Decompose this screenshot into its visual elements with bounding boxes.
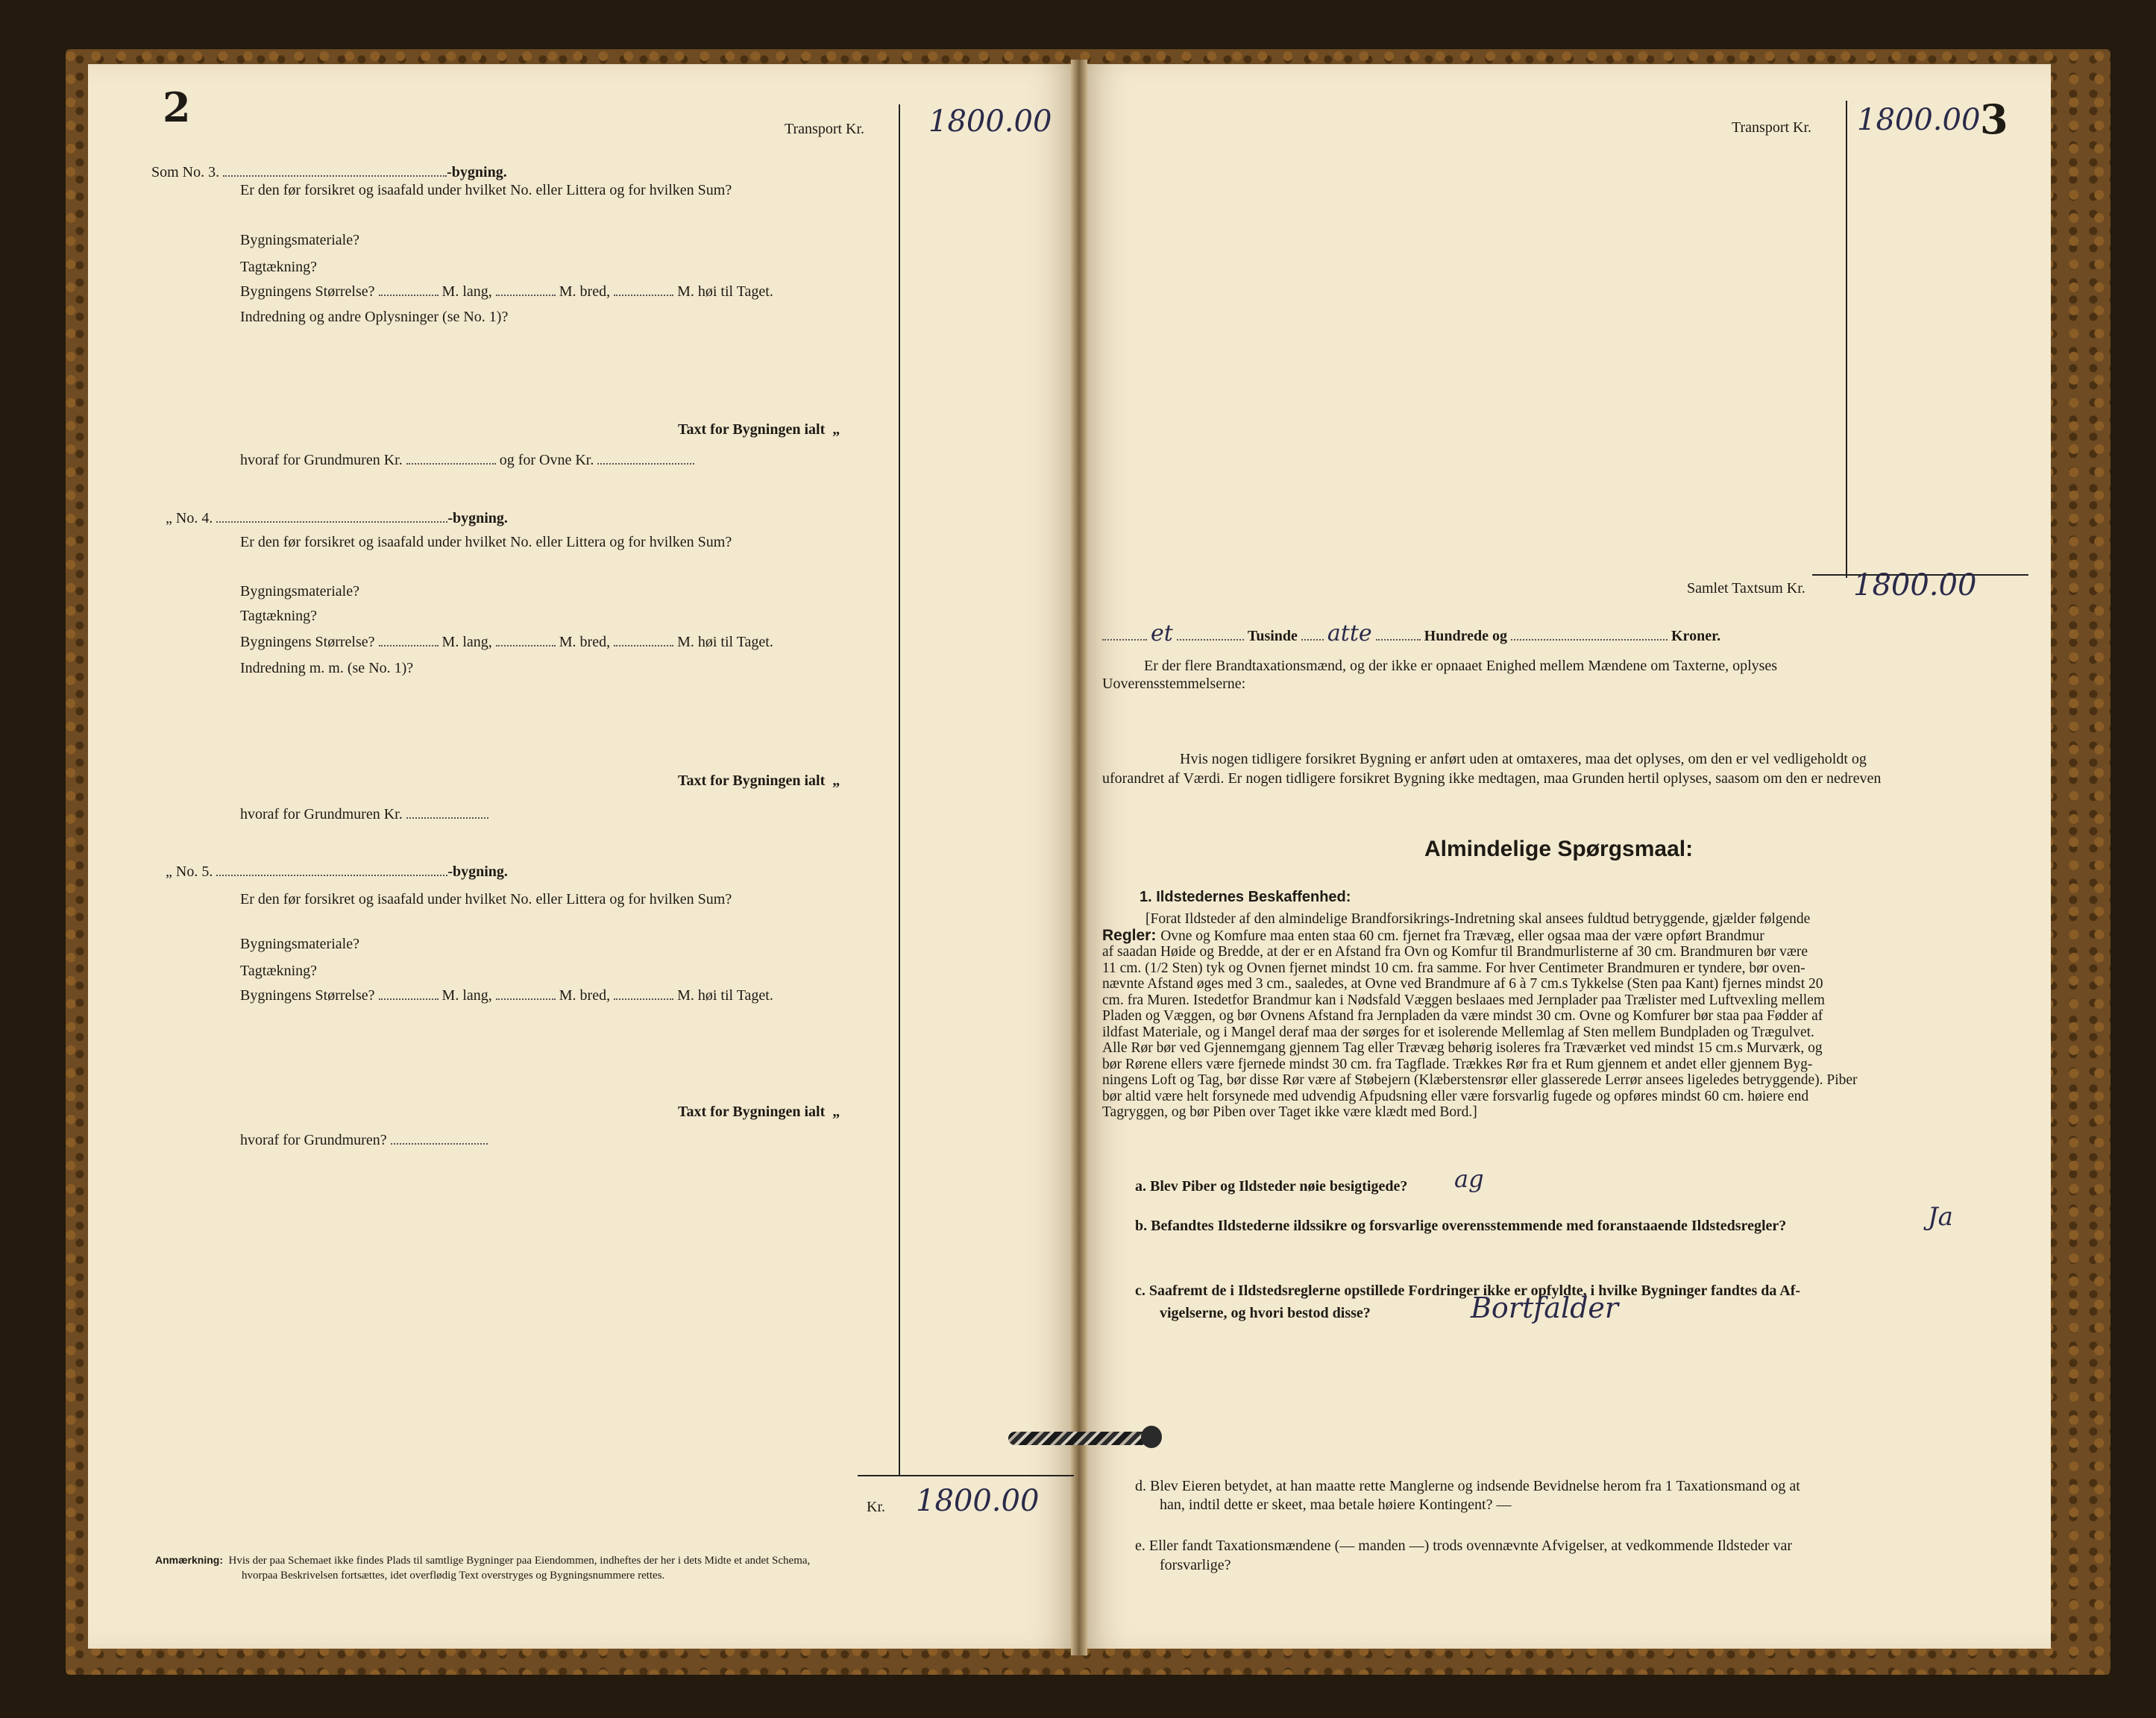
regler-line [1102,944,2024,960]
regler-line [1102,928,2024,945]
question-d-line-2: han, indtil dette er skeet, maa betale høiere Kontingent? — [1160,1497,1512,1513]
blank [496,635,556,646]
size-label: Bygningens Størrelse? [240,634,375,650]
regler-text: 11 cm. (1/2 Sten) tyk og Ovnen fjernet mindst 10 cm. fra samme. For hver Centimeter Brandmuren er tyndere, bør oven- [1102,960,1805,976]
blank [597,453,694,465]
regler-line [1102,1008,2024,1025]
transport-value-right: 1800.00 [1857,103,1981,137]
regler-text: nævnte Afstand øges med 3 cm., saaledes, at Ovne ved Brandmure af 6 à 7 cm.s Tykkelse (Sten paa Kant) fjernes mindst 20 [1102,976,1823,992]
no4-forsikret: Er den før forsikret og isaafald under hvilket No. eller Littera og for hvilken Sum? [240,534,732,550]
answer-c: Bortfalder [1471,1291,1619,1324]
no3-indredning: Indredning og andre Oplysninger (se No. 1)? [240,309,509,325]
blank [614,988,673,1000]
m-lang: M. lang, [441,283,492,300]
no3-taxt [678,421,840,438]
no4-suffix: -bygning. [447,510,508,526]
regler-text: bør altid være helt forsynede med udvendig Afpudsning eller være forsvarlig fugede og opføres mindst 60 cm. høiere end [1102,1088,1809,1104]
left-page [88,64,1076,1649]
regler-text: cm. fra Muren. Istedetfor Brandmur kan i Nødsfald Væggen beslaaes med Jernplader paa Trælister med Luftvexling mellem [1102,992,1825,1008]
no5-blank [216,864,447,876]
samlet-label: Samlet Taxtsum Kr. [1687,580,1805,597]
question-e-line-1: e. Eller fandt Taxationsmændene (— manden —) trods ovennævnte Afvigelser, at vedkommende Ildsteder var [1135,1538,1793,1554]
no4-material: Bygningsmateriale? [240,583,359,600]
regler-line [1102,1040,2024,1057]
question-1: 1. Ildstedernes Beskaffenhed: [1140,889,1351,905]
transport-value: 1800.00 [928,104,1052,139]
blank [379,635,439,646]
kroner-label: Kroner. [1671,628,1721,644]
regler-text: Tagryggen, og bør Piben over Taget ikke være klædt med Bord.] [1102,1104,1477,1120]
regler-text: [Forat Ildsteder af den almindelige Brandforsikrings-Indretning skal ansees fuldtud betryggende, gjælder følgende [1145,911,1811,927]
regler-text: Ovne og Komfure maa enten staa 60 cm. fjernet fra Trævæg, eller ogsaa maa der være opført Brandmur [1160,928,1764,944]
og-ovne-label: og for Ovne Kr. [499,452,594,468]
blank [496,284,556,296]
no5-forsikret: Er den før forsikret og isaafald under hvilket No. eller Littera og for hvilken Sum? [240,891,732,907]
no3-suffix: -bygning. [447,164,507,180]
no4-prefix: „ No. 4. [166,510,213,526]
question-d-line-1: d. Blev Eieren betydet, at han maatte rette Manglerne og indsende Bevidnelse herom fra 1 Taxationsmand og at [1135,1478,1800,1494]
no3-blank [223,165,447,177]
footnote-line-1: Hvis der paa Schemaet ikke findes Plads til samtlige Bygninger paa Eiendommen, indheftes der her i dets Midte et andet Schema, [228,1555,811,1567]
page-number-left: 2 [163,84,191,131]
question-c-line-1: c. Saafremt de i Ildstedsreglerne opstillede Fordringer ikke er opfyldte, i hvilke Bygninger fandtes da Af- [1135,1283,1801,1299]
amount-column-rule [899,104,900,1476]
no3-heading [151,164,507,181]
regler-text: Alle Rør bør ved Gjennemgang gjennem Tag eller Trævæg behørig isoleres fra Træværket ved mindst 15 cm.s Murværk, og [1102,1040,1823,1056]
taxt-label: Taxt for Bygningen ialt [678,773,826,789]
blank [379,284,439,296]
taxt-mark: „ [832,1104,840,1120]
section-heading: Almindelige Spørgsmaal: [1424,837,1694,861]
question-c-line-2: vigelserne, og hvori bestod disse? [1160,1305,1371,1321]
no5-prefix: „ No. 5. [166,863,213,880]
regler-line [1102,1089,2024,1105]
m-bred: M. bred, [559,987,611,1004]
regler-line [1102,960,2024,977]
question-b: b. Befandtes Ildstederne ildssikre og forsvarlige overensstemmende med foranstaaende Ildstedsregler? [1135,1218,1787,1234]
no4-indredning: Indredning m. m. (se No. 1)? [240,660,414,676]
blank [1102,629,1147,641]
blank [379,988,439,1000]
no3-hvoraf [240,452,694,469]
hvis-line-1: Hvis nogen tidligere forsikret Bygning er anført uden at omtaxeres, maa det oplyses, om den er vel vedligeholdt og [1180,751,1867,767]
no3-size [240,283,773,301]
flere-line-1: Er der flere Brandtaxationsmænd, og der ikke er opnaaet Enighed mellem Mændene om Taxterne, oplyses [1144,658,1778,674]
taxt-mark: „ [832,773,840,789]
taxt-mark: „ [832,421,840,438]
blank [1511,629,1668,641]
no5-heading [166,863,508,881]
blank [614,635,673,646]
answer-b: Ja [1928,1202,1953,1232]
hvoraf-label: hvoraf for Grundmuren? [240,1132,387,1148]
blank [1301,629,1324,641]
footnote-label: Anmærkning: [155,1554,223,1566]
regler-line [1102,911,2024,928]
taxt-label: Taxt for Bygningen ialt [678,421,826,438]
regler-line [1102,1072,2024,1089]
no5-material: Bygningsmateriale? [240,936,359,952]
flere-line-2: Uoverensstemmelserne: [1102,676,1246,692]
no4-heading [166,510,508,527]
blank [406,807,488,819]
no3-tag: Tagtækning? [240,259,318,275]
footnote [155,1552,810,1583]
no5-tag: Tagtækning? [240,963,318,979]
no5-taxt [678,1104,840,1121]
samlet-value: 1800.00 [1853,568,1977,602]
regler-label: Regler: [1102,926,1161,944]
m-hoi: M. høi til Taget. [677,283,773,300]
transport-label-right: Transport Kr. [1732,119,1812,136]
binding-knot [1141,1426,1162,1448]
m-bred: M. bred, [559,283,611,300]
regler-text: Pladen og Væggen, og bør Ovnens Afstand fra Jernpladen da være mindst 30 cm. Ovne og Komfurer bør staa paa Fødder af [1102,1008,1823,1024]
no4-taxt [678,773,840,790]
no3-prefix: Som No. 3. [151,164,220,180]
blank [1376,629,1421,641]
regler-text: ningens Loft og Tag, bør disse Rør være af Støbejern (Klæberstensrør eller glasserede Lerrør ansees ligeledes betryggende). Piber [1102,1072,1858,1088]
regler-line [1102,976,2024,992]
footnote-line-2: hvorpaa Beskrivelsen fortsættes, idet overflødig Text overstryges og Bygningsnummere rettes. [242,1570,665,1582]
transport-label: Transport Kr. [785,121,865,137]
regler-text: af saadan Høide og Bredde, at der er en Afstand fra Ovn og Komfur til Brandmurlisterne af 30 cm. Brandmuren bør være [1102,944,1808,960]
no5-size [240,987,773,1004]
amount-column-rule-right [1846,101,1847,578]
hvoraf-label: hvoraf for Grundmuren Kr. [240,452,403,468]
hvis-line-2: uforandret af Værdi. Er nogen tidligere forsikret Bygning ikke medtagen, maa Grunden hertil oplyses, saasom om den er nedreven [1102,770,1882,787]
regler-line [1102,1057,2024,1073]
total-rule [858,1475,1074,1476]
hundrede-label: Hundrede og [1424,628,1507,644]
m-lang: M. lang, [441,987,492,1004]
question-a: a. Blev Piber og Ildsteder nøie besigtigede? [1135,1178,1408,1195]
book-spine [1071,60,1087,1655]
no5-suffix: -bygning. [447,863,508,880]
blank [614,284,673,296]
regler-line [1102,992,2024,1009]
words-hundreds: atte [1327,620,1372,646]
words-thousands: et [1151,620,1173,646]
regler-line [1102,1025,2024,1041]
question-e-line-2: forsvarlige? [1160,1557,1231,1573]
no4-blank [216,511,447,523]
binding-cord [1008,1432,1157,1445]
no3-forsikret: Er den før forsikret og isaafald under hvilket No. eller Littera og for hvilken Sum? [240,182,732,198]
regler-text: bør Rørene ellers være fjernede mindst 30 cm. fra Tagflade. Trækkes Rør fra et Rum gjennem et andet eller gjennem Byg- [1102,1056,1813,1072]
blank [406,453,496,465]
regler-paragraph [1102,911,2024,1121]
m-bred: M. bred, [559,634,611,650]
no4-size [240,634,773,651]
m-hoi: M. høi til Taget. [677,987,773,1004]
hvoraf-label: hvoraf for Grundmuren Kr. [240,806,403,822]
amount-in-words [1102,620,1720,646]
size-label: Bygningens Størrelse? [240,987,375,1004]
blank [391,1133,488,1145]
total-kr-value: 1800.00 [916,1484,1040,1518]
blank [496,988,556,1000]
m-hoi: M. høi til Taget. [677,634,773,650]
m-lang: M. lang, [441,634,492,650]
taxt-label: Taxt for Bygningen ialt [678,1104,826,1120]
answer-a: ag [1454,1165,1484,1193]
tusinde-label: Tusinde [1247,628,1298,644]
regler-text: ildfast Materiale, og i Mangel deraf maa der sørges for et isolerende Mellemlag af Sten mellem Bundpladen og Trægulvet. [1102,1024,1814,1040]
blank [1177,629,1244,641]
regler-line [1102,1104,2024,1121]
total-kr-label: Kr. [867,1499,885,1515]
page-number-right: 3 [1980,95,2008,143]
no4-tag: Tagtækning? [240,608,318,624]
no5-hvoraf [240,1132,488,1149]
size-label: Bygningens Størrelse? [240,283,375,300]
no4-hvoraf [240,806,488,823]
no3-material: Bygningsmateriale? [240,232,359,248]
